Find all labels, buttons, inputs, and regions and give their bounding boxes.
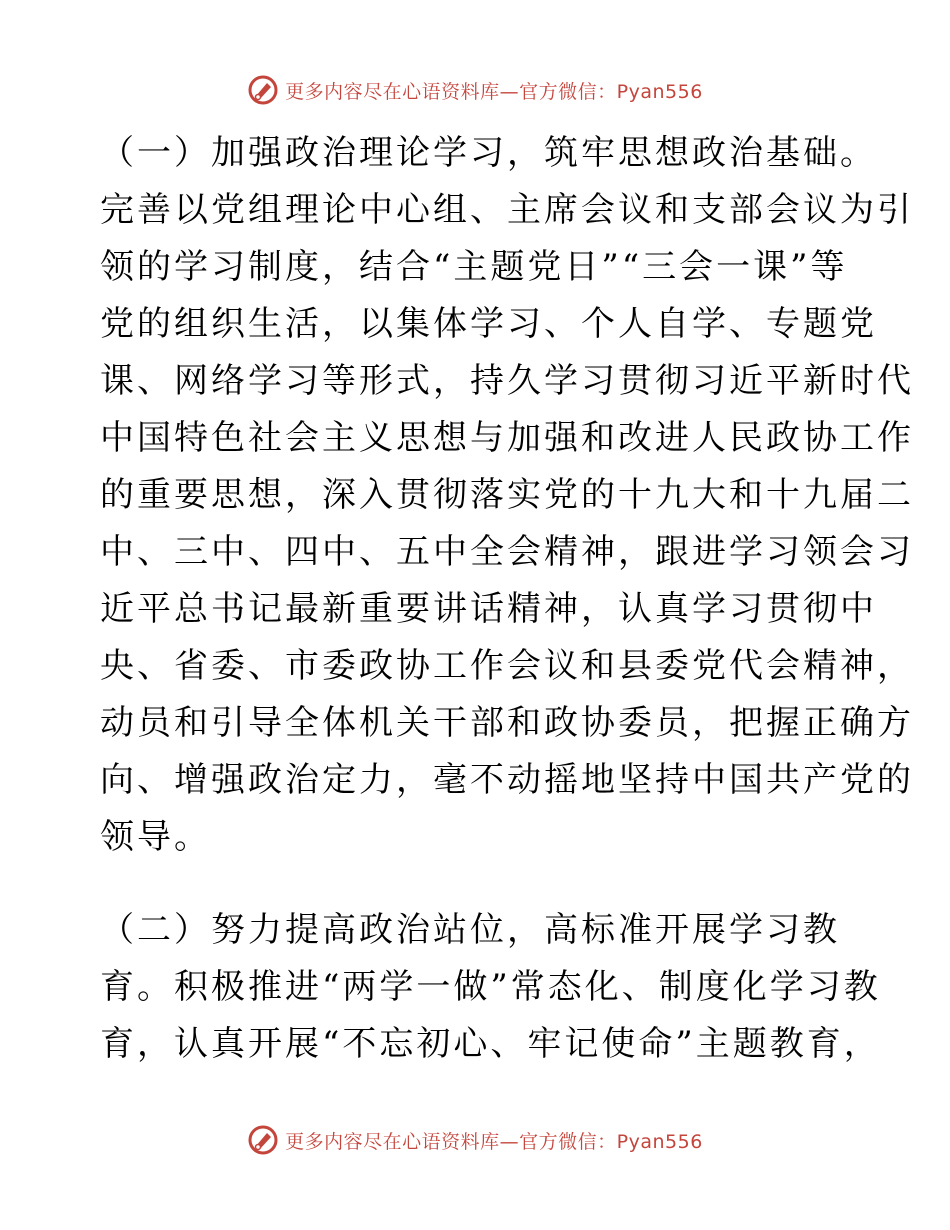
header-banner-text: 更多内容尽在心语资料库—官方微信：Pyan556 — [285, 80, 703, 103]
text-line: 领的学习制度，结合“主题党日”“三会一课”等 — [100, 247, 848, 287]
text-line: 央、省委、市委政协工作会议和县委党代会精神， — [100, 646, 914, 686]
text-line: 党的组织生活，以集体学习、个人自学、专题党 — [100, 304, 877, 344]
header-banner — [0, 70, 950, 110]
text-line: 向、增强政治定力，毫不动摇地坚持中国共产党的 — [100, 760, 914, 800]
text-line: 育，认真开展“不忘初心、牢记使命”主题教育， — [100, 1024, 881, 1064]
text-line: （二）努力提高政治站位，高标准开展学习教 — [100, 910, 840, 950]
pen-logo-icon — [247, 1124, 279, 1156]
footer-banner-text: 更多内容尽在心语资料库—官方微信：Pyan556 — [285, 1130, 703, 1153]
text-line: 中、三中、四中、五中全会精神，跟进学习领会习 — [100, 532, 914, 572]
document-body — [100, 125, 914, 1073]
paragraph-1 — [100, 125, 914, 866]
text-line: （一）加强政治理论学习，筑牢思想政治基础。 — [100, 133, 877, 173]
text-line: 完善以党组理论中心组、主席会议和支部会议为引 — [100, 190, 914, 230]
text-line: 课、网络学习等形式，持久学习贯彻习近平新时代 — [100, 361, 914, 401]
text-line: 中国特色社会主义思想与加强和改进人民政协工作 — [100, 418, 914, 458]
text-line: 近平总书记最新重要讲话精神，认真学习贯彻中 — [100, 589, 877, 629]
paragraph-2 — [100, 902, 881, 1073]
text-line: 动员和引导全体机关干部和政协委员，把握正确方 — [100, 703, 914, 743]
text-line: 领导。 — [100, 817, 211, 857]
paragraph-spacer — [100, 866, 850, 902]
footer-banner — [0, 1120, 950, 1160]
pen-logo-icon — [247, 74, 279, 106]
text-line: 育。积极推进“两学一做”常态化、制度化学习教 — [100, 967, 881, 1007]
text-line: 的重要思想，深入贯彻落实党的十九大和十九届二 — [100, 475, 914, 515]
